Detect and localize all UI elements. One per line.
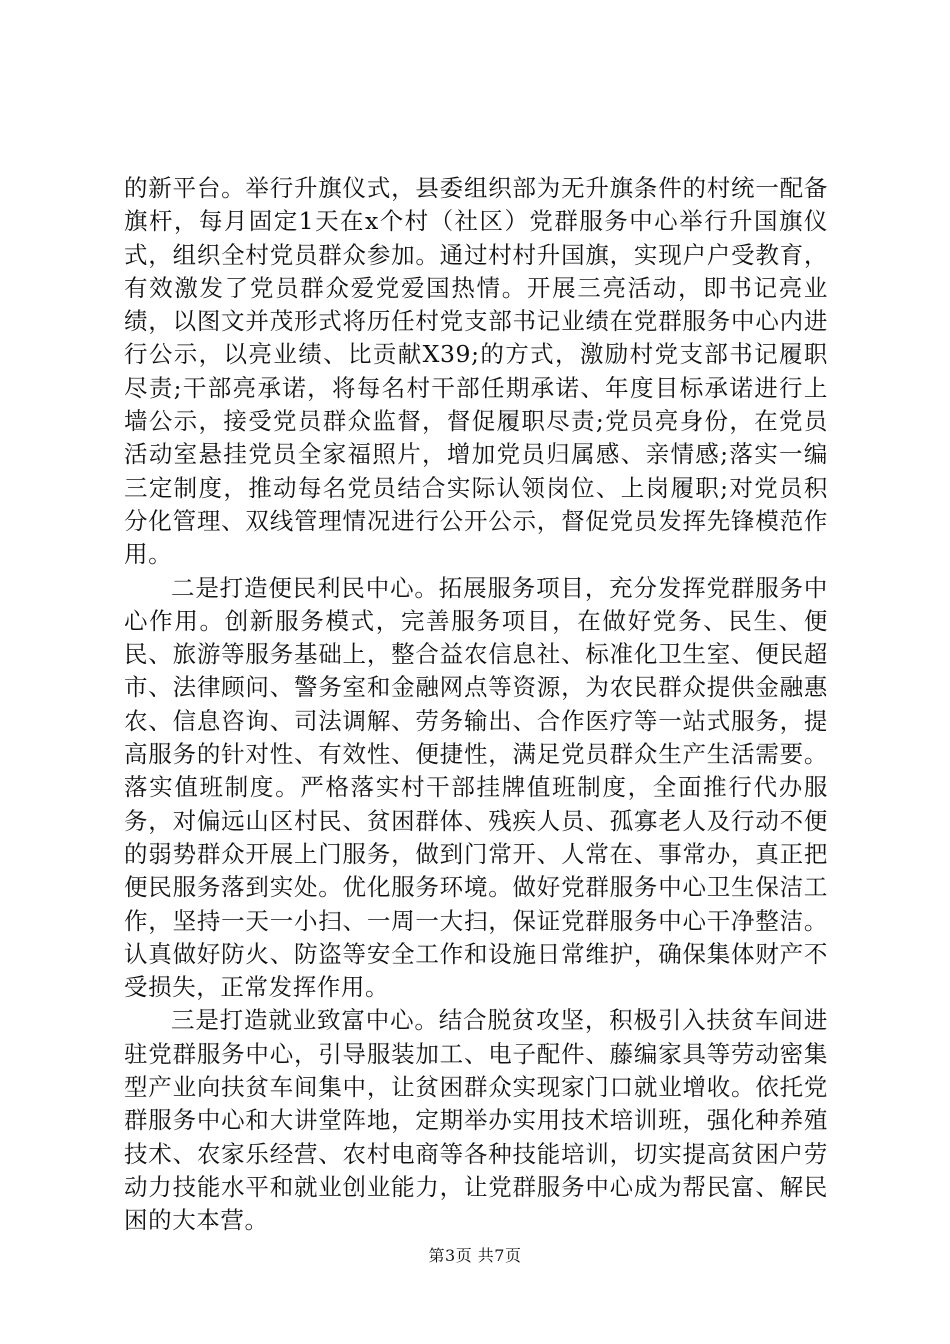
page-footer: 第3页 共7页 bbox=[428, 1246, 522, 1265]
document-body bbox=[124, 172, 828, 1238]
paragraph-convenience-center: 二是打造便民利民中心。拓展服务项目，充分发挥党群服务中心作用。创新服务模式，完善服务项目，在做好党务、民生、便民、旅游等服务基础上，整合益农信息社、标准化卫生室、便民超市、法律顾问、警务室和金融网点等资源，为农民群众提供金融惠农、信息咨询、司法调解、劳务输出、合作医疗等一站式服务，提高服务的针对性、有效性、便捷性，满足党员群众生产生活需要。落实值班制度。严格落实村干部挂牌值班制度，全面推行代办服务，对偏远山区村民、贫困群体、残疾人员、孤寡老人及行动不便的弱势群众开展上门服务，做到门常开、人常在、事常办，真正把便民服务落到实处。优化服务环境。做好党群服务中心卫生保洁工作，坚持一天一小扫、一周一大扫，保证党群服务中心干净整洁。认真做好防火、防盗等安全工作和设施日常维护，确保集体财产不受损失，正常发挥作用。 bbox=[124, 573, 828, 1002]
paragraph-employment-center: 三是打造就业致富中心。结合脱贫攻坚，积极引入扶贫车间进驻党群服务中心，引导服装加工、电子配件、藤编家具等劳动密集型产业向扶贫车间集中，让贫困群众实现家门口就业增收。依托党群服务中心和大讲堂阵地，定期举办实用技术培训班，强化种养殖技术、农家乐经营、农村电商等各种技能培训，切实提高贫困户劳动力技能水平和就业创业能力，让党群服务中心成为帮民富、解民困的大本营。 bbox=[124, 1006, 828, 1235]
paragraph-continuation: 的新平台。举行升旗仪式，县委组织部为无升旗条件的村统一配备旗杆，每月固定1天在x个村（社区）党群服务中心举行升国旗仪式，组织全村党员群众参加。通过村村升国旗，实现户户受教育，有效激发了党员群众爱党爱国热情。开展三亮活动，即书记亮业绩，以图文并茂形式将历任村党支部书记业绩在党群服务中心内进行公示，以亮业绩、比贡献X39;的方式，激励村党支部书记履职尽责;干部亮承诺，将每名村干部任期承诺、年度目标承诺进行上墙公示，接受党员群众监督，督促履职尽责;党员亮身份，在党员活动室悬挂党员全家福照片，增加党员归属感、亲情感;落实一编三定制度，推动每名党员结合实际认领岗位、上岗履职;对党员积分化管理、双线管理情况进行公开公示，督促党员发挥先锋模范作用。 bbox=[124, 174, 828, 569]
